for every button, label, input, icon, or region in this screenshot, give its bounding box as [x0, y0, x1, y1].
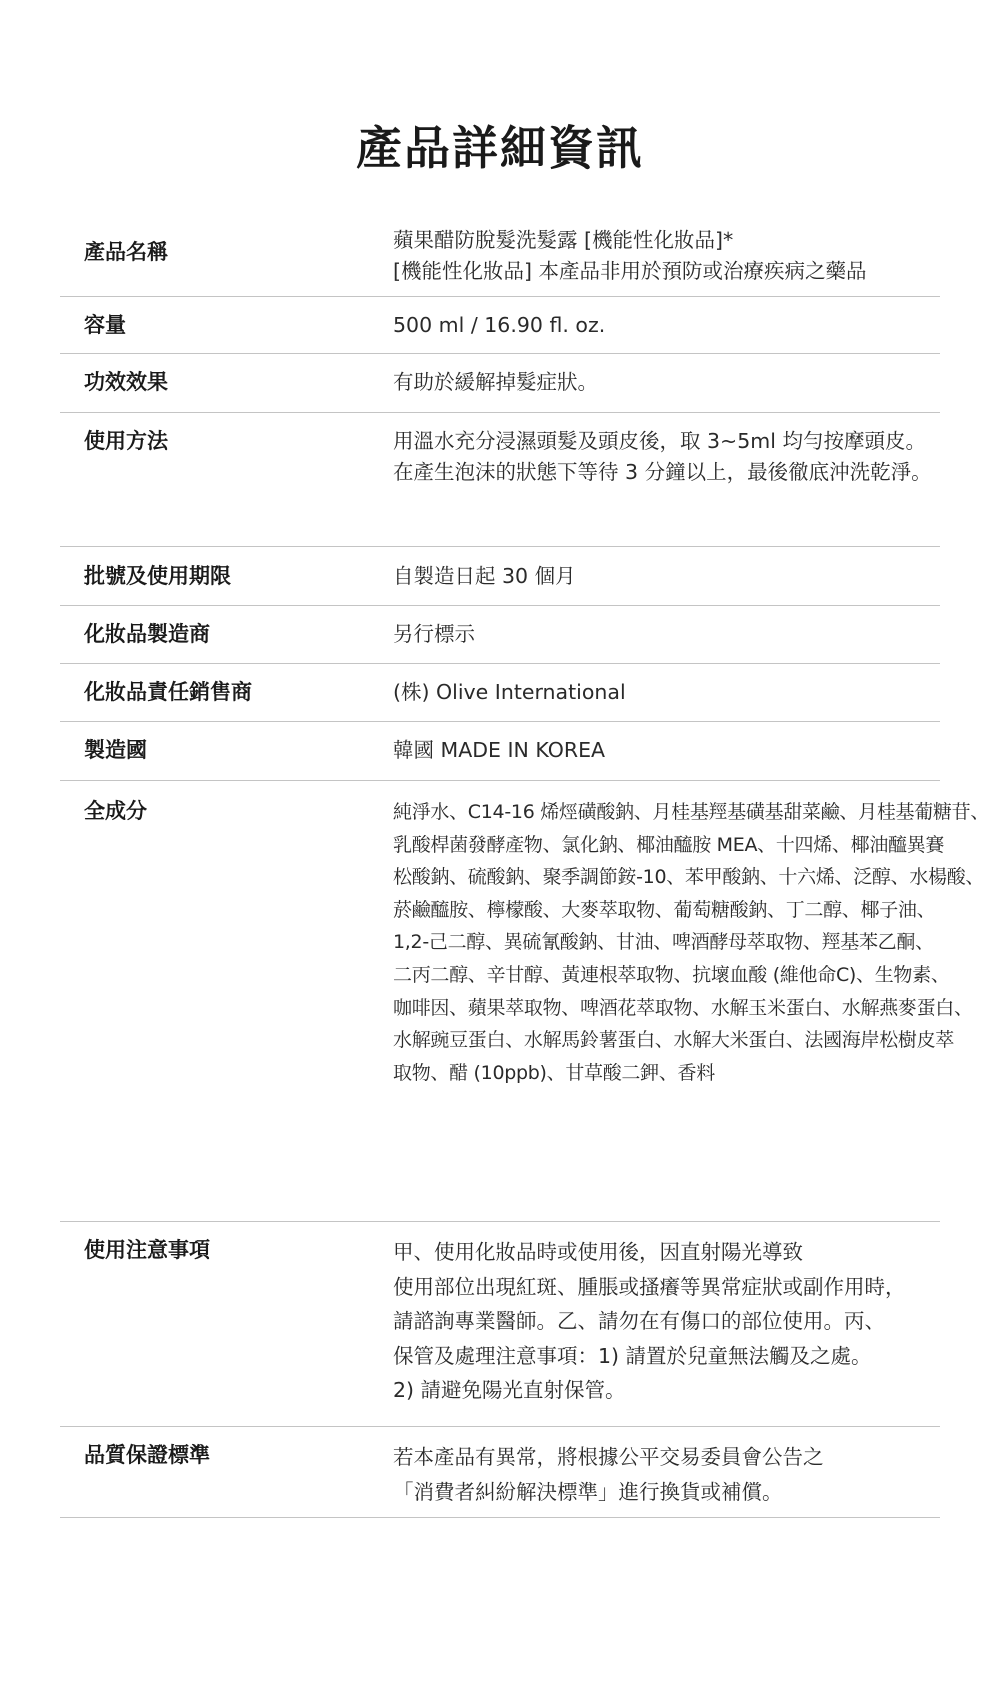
spec-label: 品質保證標準 — [84, 1443, 210, 1467]
page-title: 產品詳細資訊 — [356, 121, 644, 175]
spec-row-quality-guarantee — [60, 1427, 940, 1518]
spec-label: 化妝品責任銷售商 — [84, 680, 252, 704]
spec-value-line: 取物、醋 (10ppb)、甘草酸二鉀、香料 — [393, 1061, 715, 1084]
spec-value — [393, 1440, 940, 1509]
spec-value-line: 蘋果醋防脫髮洗髮露 [機能性化妝品]* — [393, 228, 734, 252]
spec-label: 化妝品製造商 — [84, 622, 210, 646]
spec-value-line: 另行標示 — [393, 622, 475, 646]
spec-label: 全成分 — [84, 799, 147, 823]
spec-row-product-name — [60, 228, 940, 297]
spec-value-line: 咖啡因、蘋果萃取物、啤酒花萃取物、水解玉米蛋白、水解燕麥蛋白、 — [393, 996, 973, 1019]
spec-value — [393, 677, 940, 708]
spec-row-distributor — [60, 664, 940, 722]
spec-label: 使用注意事項 — [84, 1238, 210, 1262]
spec-value-line: 在產生泡沫的狀態下等待 3 分鐘以上，最後徹底沖洗乾淨。 — [393, 460, 932, 484]
spec-row-country — [60, 722, 940, 781]
spec-value-line: 乳酸桿菌發酵產物、氯化鈉、椰油醯胺 MEA、十四烯、椰油醯異賽 — [393, 833, 945, 856]
spec-value — [393, 796, 990, 1089]
spec-label: 產品名稱 — [84, 240, 168, 264]
spec-value-line: 「消費者糾紛解決標準」進行換貨或補償。 — [393, 1479, 783, 1504]
spec-value-line: 500 ml / 16.90 fl. oz. — [393, 313, 606, 337]
spec-value-line: 菸鹼醯胺、檸檬酸、大麥萃取物、葡萄糖酸鈉、丁二醇、椰子油、 — [393, 898, 936, 921]
spec-value-line: 2) 請避免陽光直射保管。 — [393, 1378, 626, 1402]
spec-label: 批號及使用期限 — [84, 564, 231, 588]
spec-value — [393, 561, 940, 592]
spec-row-ingredients — [60, 781, 990, 1222]
spec-value-line: 使用部位出現紅斑、腫脹或搔癢等異常症狀或副作用時， — [393, 1274, 906, 1299]
spec-value-line: 純淨水、C14-16 烯烴磺酸鈉、月桂基羥基磺基甜菜鹼、月桂基葡糖苷、 — [393, 801, 990, 823]
spec-value-line: [機能性化妝品] 本產品非用於預防或治療疾病之藥品 — [393, 259, 867, 283]
spec-value-line: 韓國 MADE IN KOREA — [393, 738, 606, 762]
spec-value-line: 若本產品有異常，將根據公平交易委員會公告之 — [393, 1445, 824, 1469]
spec-value-line: 請諮詢專業醫師。乙、請勿在有傷口的部位使用。丙、 — [393, 1309, 885, 1333]
spec-value — [393, 426, 940, 488]
spec-value — [393, 310, 940, 341]
product-spec-table — [60, 228, 990, 1518]
spec-row-expiry — [60, 547, 940, 606]
spec-value-line: (株) Olive International — [393, 680, 626, 704]
spec-value-line: 自製造日起 30 個月 — [393, 564, 576, 588]
spec-label: 功效效果 — [84, 370, 168, 394]
spec-value — [393, 1235, 940, 1408]
spec-label: 容量 — [84, 313, 126, 337]
spec-row-usage — [60, 413, 940, 547]
spec-value — [393, 619, 940, 650]
spec-value-line: 松酸鈉、硫酸鈉、聚季調節銨-10、苯甲酸鈉、十六烯、泛醇、水楊酸、 — [393, 866, 985, 889]
spec-value-line: 甲、使用化妝品時或使用後，因直射陽光導致 — [393, 1240, 803, 1264]
spec-value-line: 1,2-己二醇、異硫氰酸鈉、甘油、啤酒酵母萃取物、羥基苯乙酮、 — [393, 931, 934, 954]
spec-label: 使用方法 — [84, 429, 168, 453]
spec-value — [393, 367, 940, 398]
spec-value-line: 有助於緩解掉髮症狀。 — [393, 370, 598, 394]
spec-value-line: 用溫水充分浸濕頭髮及頭皮後，取 3~5ml 均勻按摩頭皮。 — [393, 429, 926, 453]
spec-label: 製造國 — [84, 738, 147, 762]
spec-row-manufacturer — [60, 606, 940, 664]
spec-row-efficacy — [60, 354, 940, 413]
spec-value — [393, 735, 940, 766]
spec-value — [393, 225, 940, 287]
spec-value-line: 水解豌豆蛋白、水解馬鈴薯蛋白、水解大米蛋白、法國海岸松樹皮萃 — [393, 1029, 955, 1052]
spec-value-line: 保管及處理注意事項：1) 請置於兒童無法觸及之處。 — [393, 1343, 872, 1368]
spec-row-volume — [60, 297, 940, 354]
spec-row-precautions — [60, 1222, 940, 1427]
spec-value-line: 二丙二醇、辛甘醇、黃連根萃取物、抗壞血酸 (維他命C)、生物素、 — [393, 963, 950, 986]
